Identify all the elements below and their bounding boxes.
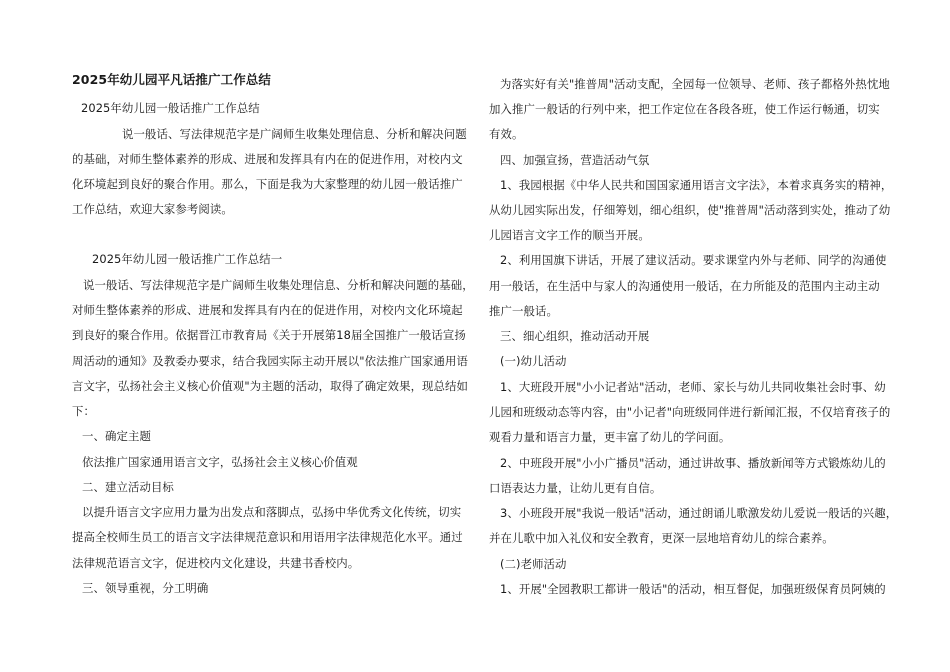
body-line: 儿园语言文字工作的顺当开展。 bbox=[489, 228, 650, 242]
body-line: 下： bbox=[72, 404, 95, 418]
body-line: 周活动的通知》及教委办要求，结合我园实际主动开展以"依法推广国家通用语 bbox=[72, 354, 469, 368]
body-line: 2、利用国旗下讲话，开展了建议活动。要求课堂内外与老师、同学的沟通使 bbox=[500, 253, 887, 267]
document-title: 2025年幼儿园平凡话推广工作总结 bbox=[72, 72, 271, 87]
body-line: 以提升语言文字应用力量为出发点和落脚点，弘扬中华优秀文化传统，切实 bbox=[82, 505, 462, 519]
body-line: 并在儿歌中加入礼仪和安全教育，更深一层地培育幼儿的综合素养。 bbox=[489, 531, 834, 545]
body-line: 为落实好有关"推普周"活动支配，全园每一位领导、老师、孩子都格外热忱地 bbox=[500, 77, 890, 91]
body-line: 从幼儿园实际出发，仔细筹划，细心组织，使"推普周"活动落到实处，推动了幼 bbox=[489, 203, 891, 217]
subtitle-line: 2025年幼儿园一般话推广工作总结 bbox=[81, 101, 260, 115]
body-line: 说一般话、写法律规范字是广阔师生收集处理信息、分析和解决问题 bbox=[122, 127, 467, 141]
body-line: 的基础，对师生整体素养的形成、进展和发挥具有内在的促进作用，对校内文 bbox=[72, 152, 463, 166]
body-line: 3、小班段开展"我说一般话"活动，通过朗诵儿歌激发幼儿爱说一般话的兴趣， bbox=[500, 506, 898, 520]
body-line: 观看力量和语言力量，更丰富了幼儿的学问面。 bbox=[489, 430, 731, 444]
body-line: 对师生整体素养的形成、进展和发挥具有内在的促进作用，对校内文化环境起 bbox=[72, 303, 463, 317]
body-line: 有效。 bbox=[489, 127, 524, 141]
section-heading: 一、确定主题 bbox=[82, 429, 151, 443]
body-line: 到良好的聚合作用。依据晋江市教育局《关于开展第18届全国推广一般话宣扬 bbox=[72, 328, 466, 342]
subsection-heading: (一)幼儿活动 bbox=[500, 354, 567, 368]
section-heading: 三、细心组织，推动活动开展 bbox=[500, 329, 650, 343]
body-line: 2、中班段开展"小小广播员"活动，通过讲故事、播放新闻等方式锻炼幼儿的 bbox=[500, 456, 886, 470]
subsection-heading: (二)老师活动 bbox=[500, 557, 567, 571]
body-line: 说一般话、写法律规范字是广阔师生收集处理信息、分析和解决问题的基础， bbox=[83, 278, 474, 292]
body-line: 工作总结，欢迎大家参考阅读。 bbox=[72, 202, 233, 216]
body-line: 推广一般话。 bbox=[489, 304, 558, 318]
body-line: 1、我园根据《中华人民共和国国家通用语言文字法》，本着求真务实的精神， bbox=[500, 178, 893, 192]
section-heading: 四、加强宣扬，营造活动气氛 bbox=[500, 153, 650, 167]
body-line: 用一般话，在生活中与家人的沟通使用一般话，在力所能及的范围内主动主动 bbox=[489, 279, 880, 293]
section-heading: 三、领导重视，分工明确 bbox=[82, 581, 209, 595]
section-heading: 二、建立活动目标 bbox=[82, 480, 174, 494]
body-line: 儿园和班级动态等内容，由"小记者"向班级同伴进行新闻汇报，不仅培育孩子的 bbox=[489, 405, 891, 419]
body-line: 口语表达力量，让幼儿更有自信。 bbox=[489, 481, 662, 495]
body-line: 加入推广一般话的行列中来，把工作定位在各段各班，使工作运行畅通，切实 bbox=[489, 102, 880, 116]
body-line: 1、大班段开展"小小记者站"活动，老师、家长与幼儿共同收集社会时事、幼 bbox=[500, 380, 886, 394]
body-line: 化环境起到良好的聚合作用。那么，下面是我为大家整理的幼儿园一般话推广 bbox=[72, 177, 463, 191]
body-line: 1、开展"全园教职工都讲一般话"的活动，相互督促，加强班级保育员阿姨的 bbox=[500, 582, 886, 596]
section-heading: 2025年幼儿园一般话推广工作总结一 bbox=[92, 252, 283, 266]
body-line: 法律规范语言文字，促进校内文化建设，共建书香校内。 bbox=[72, 556, 360, 570]
body-line: 提高全校师生员工的语言文字法律规范意识和用语用字法律规范化水平。通过 bbox=[72, 530, 463, 544]
body-line: 言文字，弘扬社会主义核心价值观"为主题的活动，取得了确定效果，现总结如 bbox=[72, 379, 469, 393]
body-line: 依法推广国家通用语言文字，弘扬社会主义核心价值观 bbox=[82, 455, 358, 469]
